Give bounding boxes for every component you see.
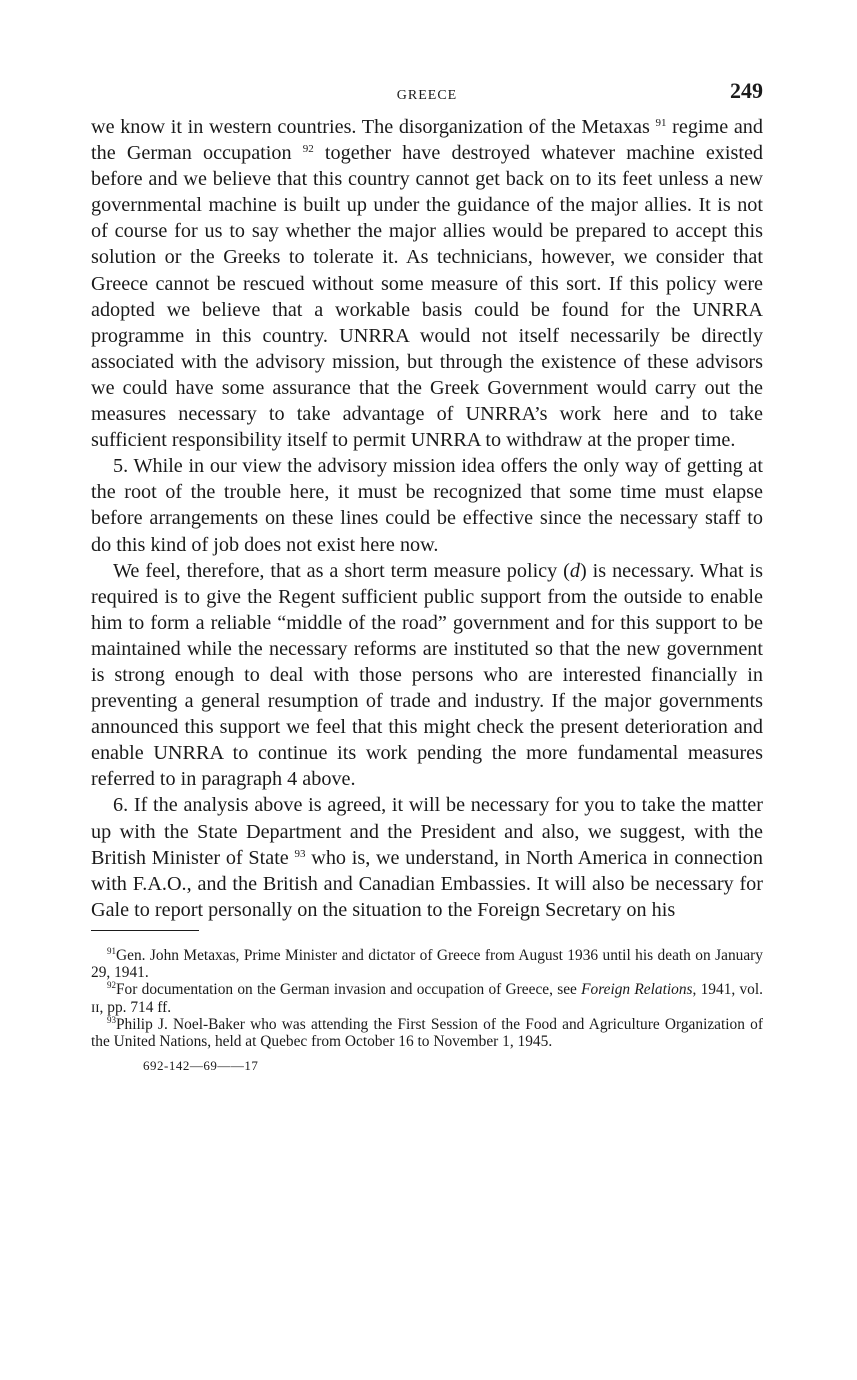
- print-code: 692-142—69——17: [143, 1058, 259, 1074]
- paragraph-short-term-measure: We feel, therefore, that as a short term measure policy (d) is necessary. What is required is to give the Regent sufficient public support from the outside to enable him to form a reliable “middle of the road” government and for this support to be maintained while the necessary reforms are instituted so that the new government is strong enough to deal with those persons who are interested financially in preventing a general resumption of trade and industry. If the major governments announced this support we feel that this might check the present deterioration and enable UNRRA to continue its work pending the more fundamental measures referred to in paragraph 4 above.: [91, 559, 763, 791]
- footnote-91: $^{91}$Gen. John Metaxas, Prime Minister and dictator of Greece from August 1936 until his death on January 29, 1941.: [91, 945, 763, 982]
- page-number: 249: [730, 78, 763, 103]
- page-header: [91, 76, 763, 114]
- paragraph-5: 5. While in our view the advisory mission idea offers the only way of getting at the root of the trouble here, it must be recognized that some time must elapse before arrangements on these lines could be effective since the necessary staff to do this kind of job does not exist here now.: [91, 455, 763, 556]
- running-title: GREECE: [396, 88, 458, 103]
- footnotes: [91, 947, 763, 1050]
- body-text: [91, 114, 763, 923]
- footnote-ref-92[interactable]: 92: [302, 143, 314, 156]
- footnote-ref-91[interactable]: 91: [655, 117, 667, 129]
- footnote-93: $^{93}$Philip J. Noel-Baker who was attending the First Session of the Food and Agriculture Organization of the United Nations, held at Quebec from October 16 to November 1, 1945.: [91, 1014, 763, 1050]
- document-page: [91, 76, 763, 1074]
- footnote-divider: [91, 930, 199, 931]
- paragraph-continuation: we know it in western countries. The disorganization of the Metaxas $^{91}$ regime and the German occupation $^{92}$ together have destroyed whatever machine existed before and we believe that this country cannot get back on to its feet unless a new governmental machine is built up under the guidance of the major allies. It is not of course for us to say whether the major allies would be prepared to accept this solution or the Greeks to tolerate it. As technicians, however, we consider that Greece cannot be rescued without some measure of this sort. If this policy were adopted we believe that a workable basis could be found for the UNRRA programme in this country. UNRRA would not itself necessarily be directly associated with the advisory mission, but through the existence of these advisors we could have some assurance that the Greek Government would carry out the measures necessary to take advantage of UNRRA’s work here and to take sufficient responsibility itself to permit UNRRA to withdraw at the proper time.: [91, 116, 764, 452]
- footnote-ref-93[interactable]: 93: [294, 847, 306, 860]
- paragraph-6: 6. If the analysis above is agreed, it will be necessary for you to take the matter up with the State Department and the President and also, we suggest, with the British Minister of State $^{93}$ who is, we understand, in North America in connection with F.A.O., and the British and Canadian Embassies. It will also be necessary for Gale to report personally on the situation to the Foreign Secretary on his: [91, 794, 763, 921]
- footnote-92: $^{92}$For documentation on the German invasion and occupation of Greece, see Foreign Relations, 1941, vol. ɪɪ, pp. 714 ff.: [91, 980, 764, 1016]
